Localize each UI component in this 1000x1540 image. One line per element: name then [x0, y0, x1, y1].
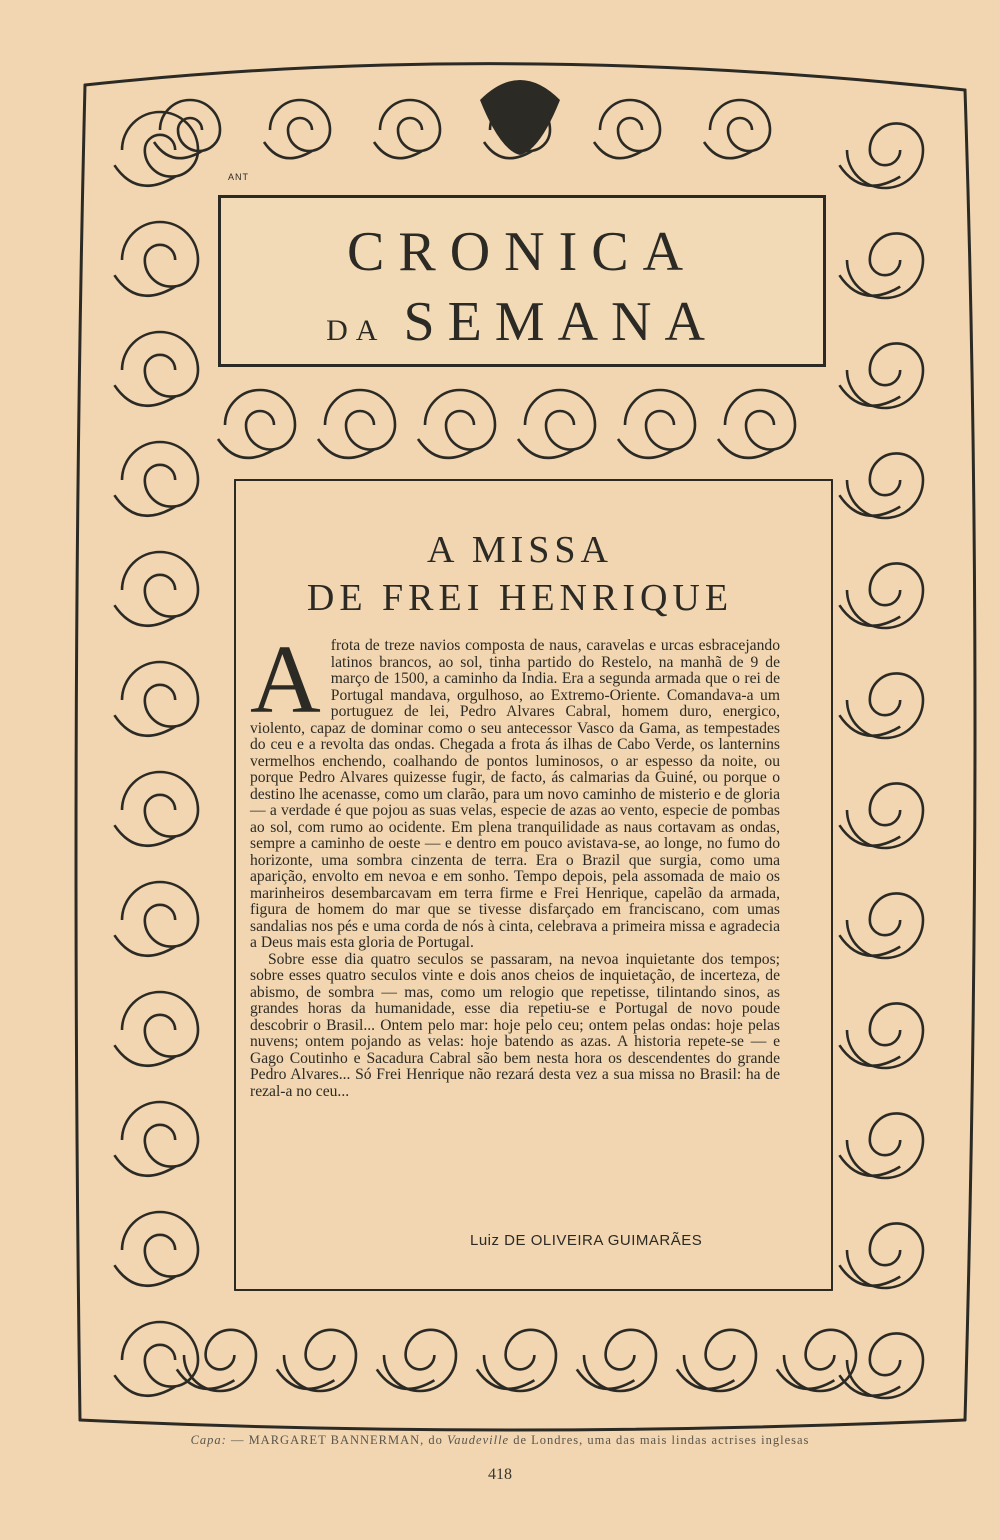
scroll-ornament: [847, 563, 923, 628]
scroll-ornament: [847, 1113, 923, 1178]
scroll-ornament: [847, 1333, 923, 1398]
scroll-ornament: [122, 442, 198, 507]
scroll-ornament: [380, 100, 440, 151]
leaf-ornament: [177, 1369, 235, 1388]
scroll-ornament: [122, 882, 198, 947]
scroll-ornament: [122, 222, 198, 287]
scroll-ornament: [484, 1330, 556, 1391]
scroll-ornament: [847, 453, 923, 518]
page-number: 418: [488, 1466, 512, 1483]
scroll-ornament: [122, 332, 198, 397]
scroll-ornament: [184, 1330, 256, 1391]
scroll-ornament: [384, 1330, 456, 1391]
scroll-ornament: [425, 390, 495, 450]
leaf-ornament: [839, 385, 900, 406]
section-title-word: SEMANA: [403, 291, 718, 353]
leaf-ornament: [677, 1369, 735, 1388]
scroll-ornament: [584, 1330, 656, 1391]
scroll-ornament: [684, 1330, 756, 1391]
section-header-box: [218, 195, 826, 367]
leaf-ornament: [839, 935, 900, 956]
artist-mark: ANT: [228, 172, 249, 182]
scroll-ornament: [122, 772, 198, 837]
section-title-line2: [221, 290, 823, 354]
scroll-ornament: [122, 1212, 198, 1277]
scroll-ornament: [122, 992, 198, 1057]
leaf-ornament: [839, 715, 900, 736]
scroll-ornament: [710, 100, 770, 151]
leaf-ornament: [839, 825, 900, 846]
scroll-ornament: [625, 390, 695, 450]
leaf-ornament: [477, 1369, 535, 1388]
scroll-ornament: [325, 390, 395, 450]
top-ornament: [480, 80, 560, 155]
article-title-line2: DE FREI HENRIQUE: [306, 577, 734, 619]
scroll-ornament: [270, 100, 330, 151]
paragraph-2: Sobre esse dia quatro seculos se passaram, na nevoa inquietante dos tempos; sobre esses quatro seculos vinte e dois anos cheios de inquietação, de incerteza, de abismo, de sombra — mas, como um relogio que repetisse, tilintando sinos, as grandes horas da humanidade, esse dia repetiu-se e Portugal de novo poude descobrir o Brasil... Ontem pelo mar: hoje pelo ceu; ontem pelas ondas: hoje pelas nuvens; ontem pojando as velas: hoje batendo as azas. A historia repete-se — e Gago Coutinho e Sacadura Cabral são bem nesta hora os descendentes do grande Pedro Alvares... Só Frei Henrique não rezará desta vez a sua missa no Brasil: ha de rezal-a no ceu...: [250, 950, 780, 1100]
scroll-ornament: [600, 100, 660, 151]
scroll-ornament: [847, 673, 923, 738]
leaf-ornament: [839, 1155, 900, 1176]
leaf-ornament: [839, 495, 900, 516]
scroll-ornament: [847, 1223, 923, 1288]
caption-name: — MARGARET BANNERMAN, do: [230, 1433, 443, 1447]
leaf-ornament: [839, 605, 900, 626]
scroll-ornament: [847, 783, 923, 848]
leaf-ornament: [839, 1265, 900, 1286]
cover-caption: [0, 1433, 1000, 1448]
scroll-ornament: [122, 1102, 198, 1167]
scroll-ornament: [122, 552, 198, 617]
leaf-ornament: [839, 1045, 900, 1066]
scroll-ornament: [284, 1330, 356, 1391]
section-title-small: DA: [326, 314, 386, 347]
scroll-ornament: [784, 1330, 856, 1391]
article-body: [250, 626, 780, 1100]
scroll-ornament: [122, 1322, 198, 1387]
leaf-ornament: [839, 275, 900, 296]
article-title-line1: A MISSA: [427, 529, 613, 571]
leaf-ornament: [839, 165, 900, 186]
caption-label: Capa:: [190, 1433, 227, 1447]
caption-rest: de Londres, uma das mais lindas actrises inglesas: [513, 1433, 810, 1447]
section-title-line1: CRONICA: [346, 221, 698, 283]
leaf-ornament: [777, 1369, 835, 1388]
paragraph-1-text: frota de treze navios composta de naus, caravelas e urcas esbracejando latinos brancos, ao sol, tinha partido do Restelo, na manhã de 9 de março de 1500, a caminho da India. Era a segunda armada que o rei de Portugal mandava, orgulhoso, ao Extremo-Oriente. Comandava-a um portuguez de lei, Pedro Alvares Cabral, homem duro, energico, violento, capaz de dominar como o seu antecessor Vasco da Gama, as tempestades do ceu e a revolta das ondas. Chegada a frota ás ilhas de Cabo Verde, os lanternins vermelhos enchendo, coalhando de pontos luminosos, o ar espesso da noite, ou porque Pedro Alvares quizesse fugir, de facto, ás calmarias da Guiné, ou porque o destino lhe acenasse, como um clarão, para um novo caminho de misterio e de gloria — a verdade é que pojou as suas velas, especie de azas ao vento, especie de pombas ao sol, com rumo ao ocidente. Em plena tranquilidade as naus cortavam as ondas, sempre a caminho de oeste — e dentro em pouco avistava-se, ao longe, no fumo do horizonte, uma sombra cinzenta de terra. Era o Brazil que surgia, como uma aparição, envolto em nevoa e em sonho. Tempo depois, pela assomada de maio os marinheiros desembarcavam em terra firme e Frei Henrique, capelão da armada, figura de homem do mar que se tivesse disfarçado em franciscano, com umas sandalias nos pés e uma corda de nós à cinta, celebrava a primeira missa e agradecia a Deus mais esta gloria de Portugal.: [250, 637, 780, 951]
leaf-ornament: [577, 1369, 635, 1388]
scroll-ornament: [525, 390, 595, 450]
leaf-ornament: [377, 1369, 435, 1388]
scroll-ornament: [847, 1003, 923, 1068]
caption-venue: Vaudeville: [447, 1433, 510, 1447]
scroll-ornament: [847, 343, 923, 408]
scroll-ornament: [122, 662, 198, 727]
scroll-ornament: [225, 390, 295, 450]
paragraph-1: [250, 626, 780, 952]
scroll-ornament: [847, 893, 923, 958]
scroll-ornament: [847, 233, 923, 298]
scroll-ornament: [725, 390, 795, 450]
scroll-ornament: [847, 123, 923, 188]
leaf-ornament: [277, 1369, 335, 1388]
drop-cap: A: [250, 626, 321, 734]
author-signature: Luiz DE OLIVEIRA GUIMARÃES: [470, 1232, 703, 1249]
